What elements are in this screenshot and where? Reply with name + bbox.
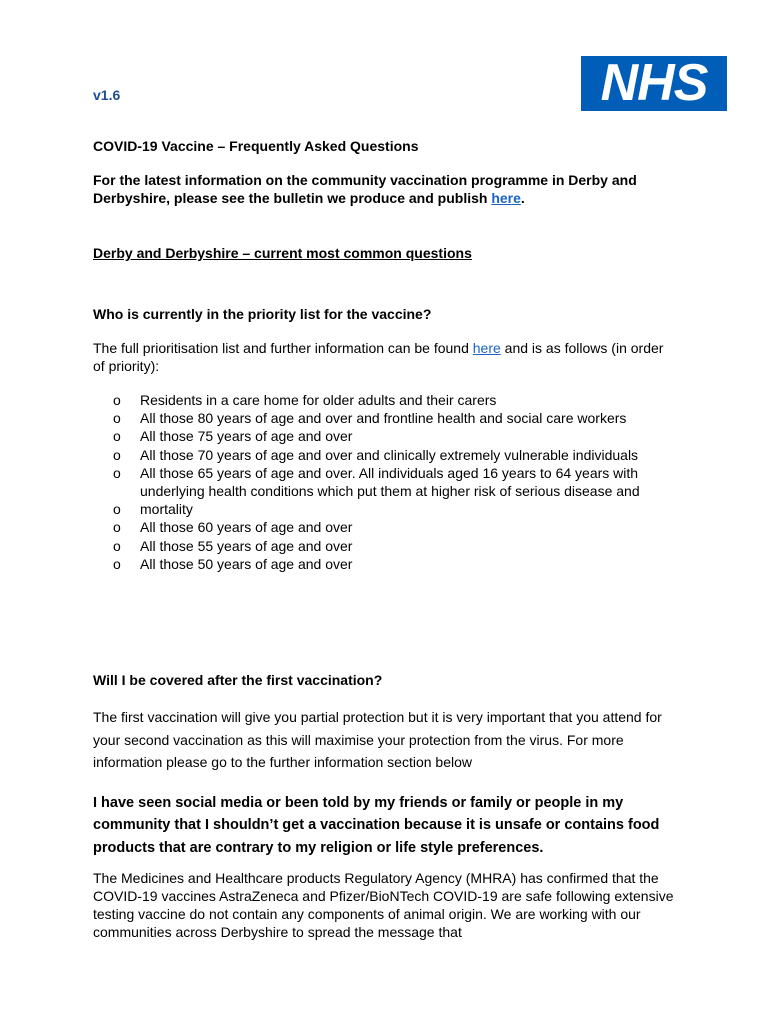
- bullet-icon: o: [113, 537, 121, 554]
- answer-social-media: The Medicines and Healthcare products Regulatory Agency (MHRA) has confirmed that the COVID-19 vaccines AstraZeneca and Pfizer/BioNTech COVID-19 are safe following extensive testing vaccine do not contain any components of animal origin. We are working with our communities across Derbyshire to spread the message that: [93, 870, 674, 940]
- intro-text-end: .: [520, 190, 525, 206]
- bulletin-link[interactable]: here: [491, 190, 521, 206]
- bullet-icon: o: [113, 428, 121, 445]
- version-label: v1.6: [93, 87, 121, 103]
- prioritisation-link[interactable]: here: [472, 340, 501, 356]
- bullet-icon: o: [113, 392, 121, 408]
- list-item: o All those 55 years of age and over: [113, 537, 353, 554]
- nhs-logo: NHS: [581, 56, 727, 111]
- question-first-vaccination: Will I be covered after the first vaccination?: [93, 672, 383, 688]
- bullet-icon: o: [113, 410, 121, 427]
- intro-text: For the latest information on the community vaccination programme in Derby and Derbyshire, please see the bulletin we produce and publish: [93, 172, 637, 206]
- list-item: o All those 75 years of age and over: [113, 428, 353, 445]
- list-item: o All those 65 years of age and over. All individuals aged 16 years to 64 years with underlying health conditions which put them at higher risk of serious disease and: [113, 464, 640, 500]
- list-item: o Residents in a care home for older adults and their carers: [113, 392, 497, 408]
- bullet-icon: o: [113, 555, 121, 572]
- list-item: o All those 60 years of age and over: [113, 519, 353, 536]
- section-heading: Derby and Derbyshire – current most common questions: [93, 245, 472, 261]
- question-social-media: I have seen social media or been told by my friends or family or people in my community that I shouldn’t get a vaccination because it is unsafe or contains food products that are contrary to my religion or life style preferences.: [93, 795, 660, 856]
- list-item: o All those 70 years of age and over and clinically extremely vulnerable individuals: [113, 446, 639, 463]
- answer-priority: [93, 340, 673, 375]
- intro-paragraph: [93, 171, 693, 207]
- question-priority: Who is currently in the priority list for the vaccine?: [93, 306, 432, 322]
- page-title: COVID-19 Vaccine – Frequently Asked Questions: [93, 138, 419, 154]
- answer-priority-text: The full prioritisation list and further information can be found: [93, 340, 473, 356]
- list-item: o All those 80 years of age and over and frontline health and social care workers: [113, 410, 627, 427]
- list-item: o mortality: [113, 501, 193, 518]
- answer-priority-text-end: and is as follows (in order of priority):: [93, 340, 664, 374]
- bullet-icon: o: [113, 464, 121, 481]
- list-item: o All those 50 years of age and over: [113, 555, 353, 572]
- priority-list: [113, 391, 673, 573]
- answer-first-vaccination: The first vaccination will give you partial protection but it is very important that you attend for your second vaccination as this will maximise your protection from the virus. For more information please go to the further information section below: [93, 709, 662, 771]
- bullet-icon: o: [113, 519, 121, 536]
- bullet-icon: o: [113, 446, 121, 463]
- bullet-icon: o: [113, 501, 121, 518]
